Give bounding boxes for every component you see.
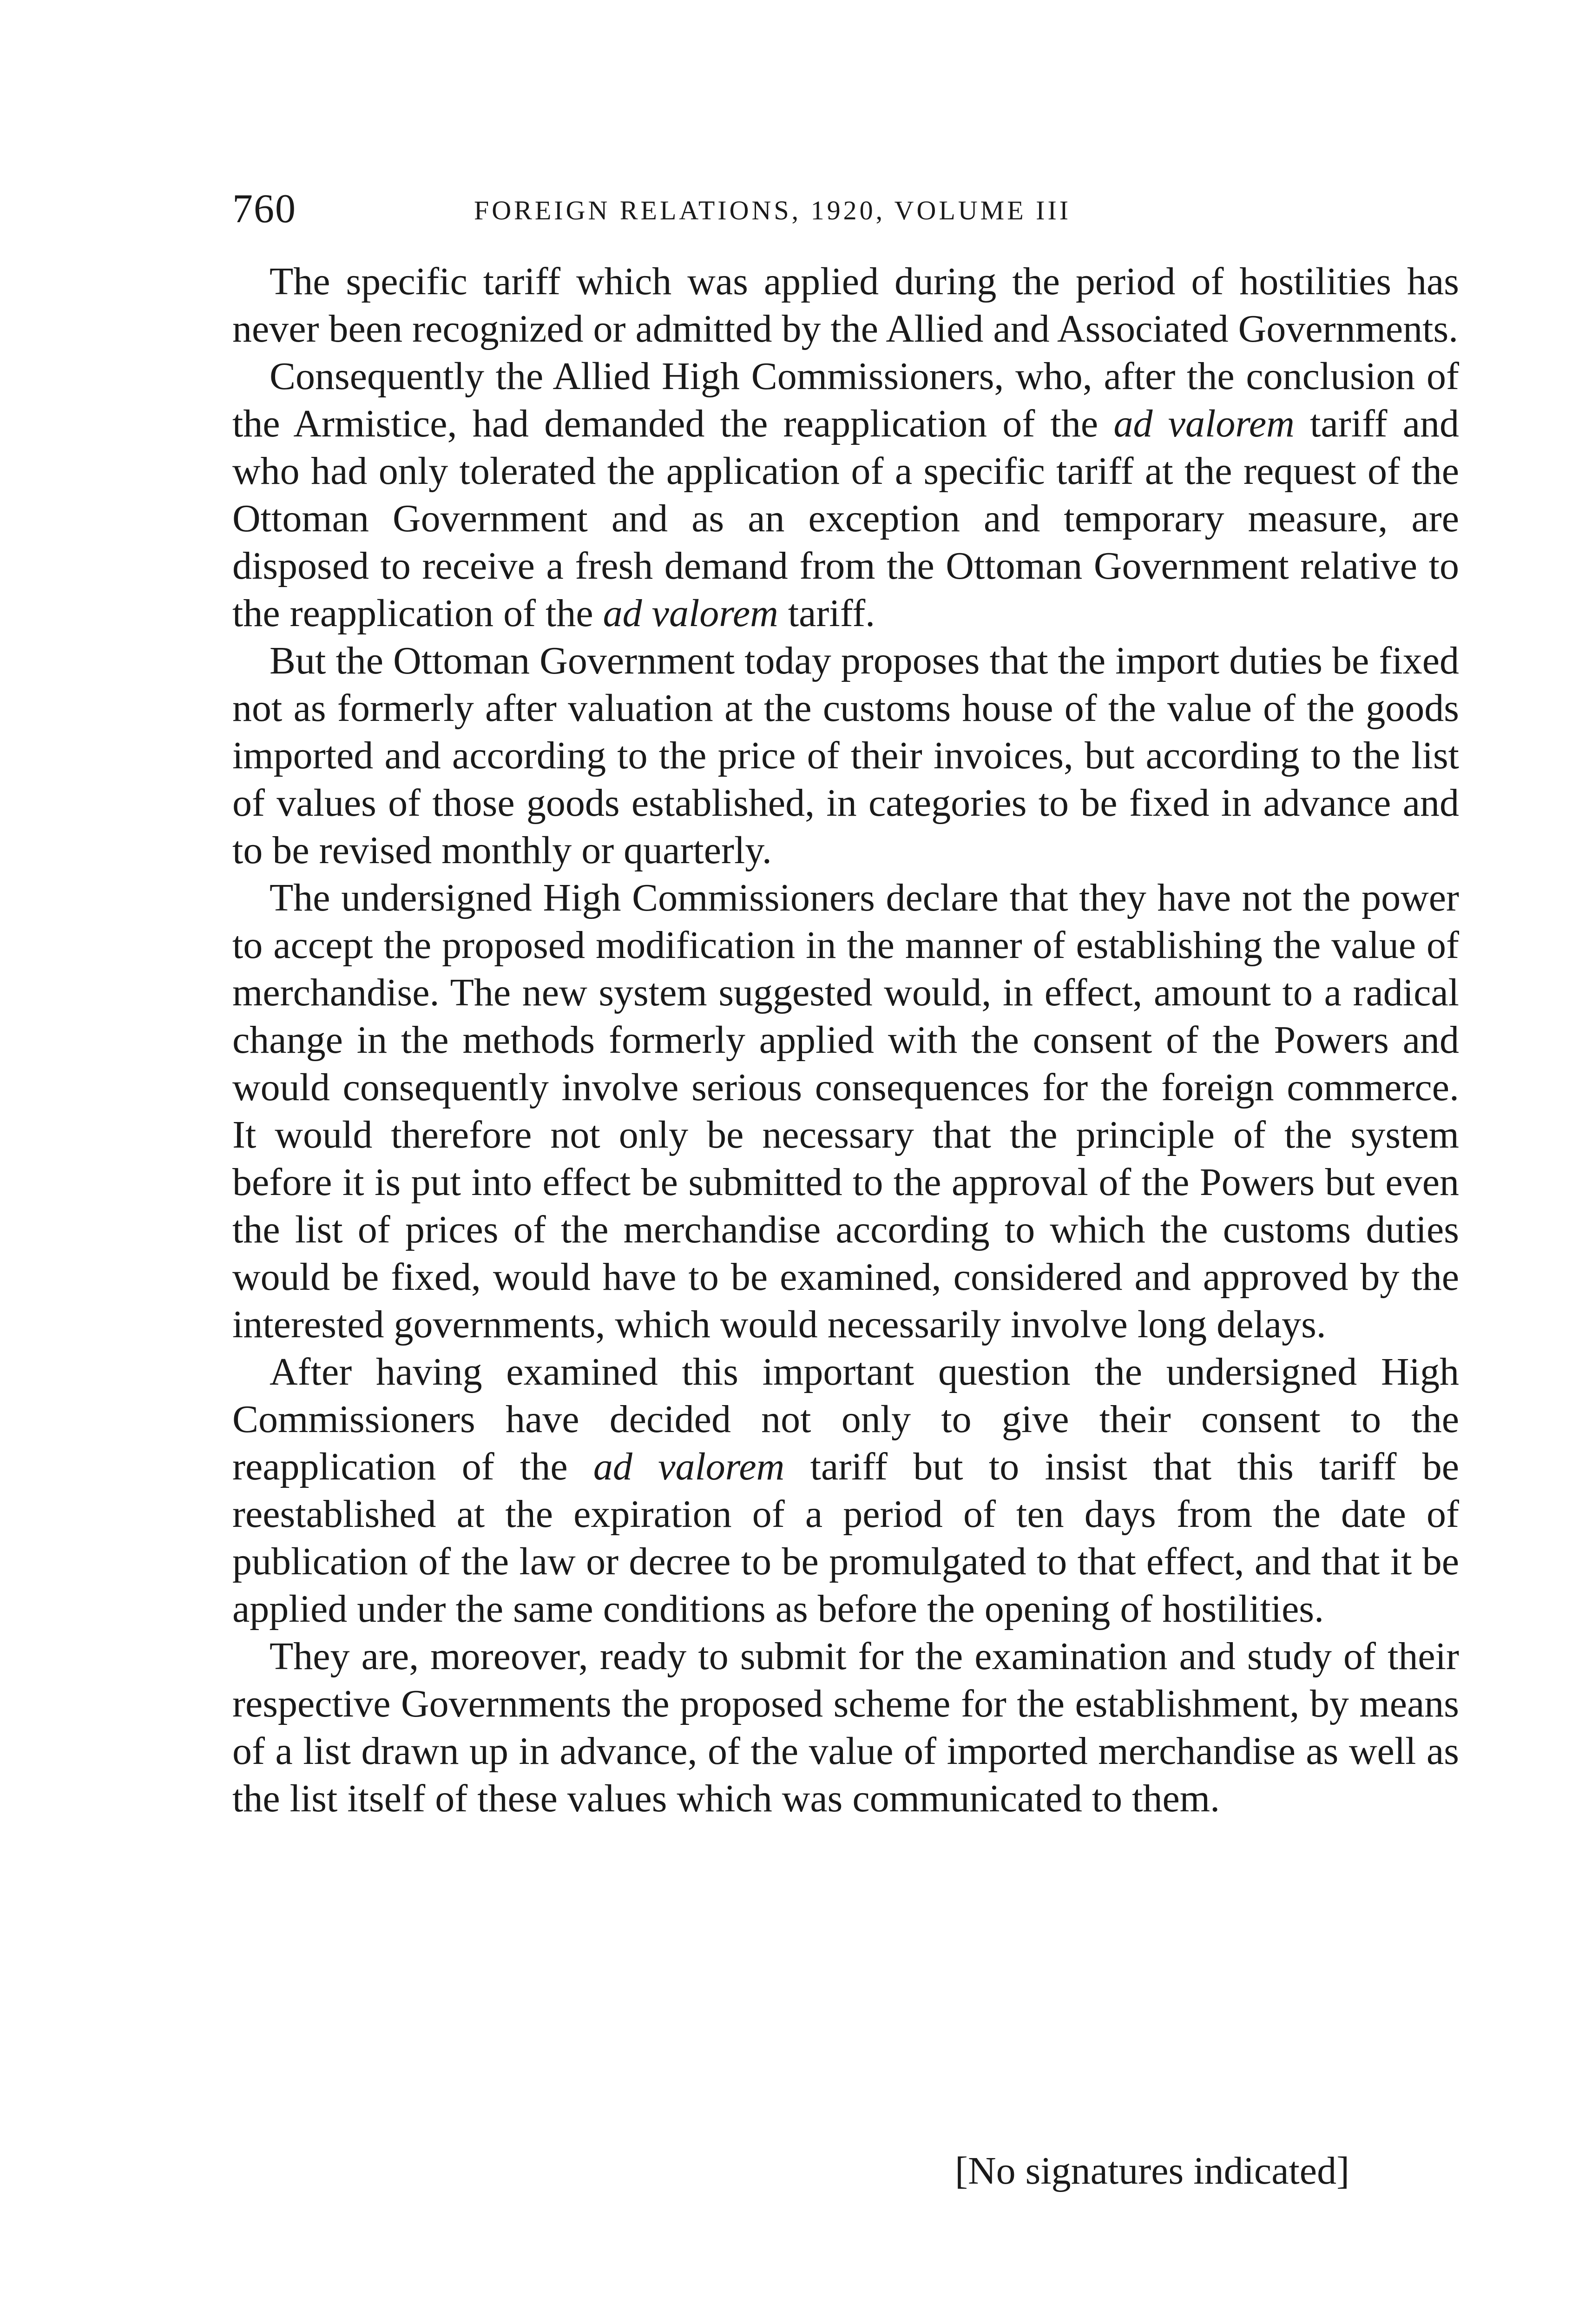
- running-head-title: FOREIGN RELATIONS, 1920, VOLUME III: [474, 195, 1072, 225]
- signature-note: [No signatures indicated]: [955, 2149, 1350, 2192]
- paragraph-ottoman-proposal: But the Ottoman Government today proposes that the import duties be fixed not as formerly after valuation at the customs house of the value of the goods imported and according to the price of their invoices, but according to the list of values of those goods established, in categories to be fixed in advance and to be revised monthly or quarterly.: [232, 639, 1459, 872]
- paragraph-submission: They are, moreover, ready to submit for the examination and study of their respective Governments the proposed scheme for the establishment, by means of a list drawn up in advance, of the value of imported merchandise as well as the list itself of these values which was communicated to them.: [232, 1635, 1459, 1820]
- text-run: After having examined this important question the undersigned High Commissioners have decided not only to give their consent to the reapplication of the: [232, 1350, 1459, 1488]
- text-run: tariff.: [778, 592, 875, 635]
- text-run: tariff and who had only tolerated the application of a specific tariff at the request of the Ottoman Government and as an exception and temporary measure, are disposed to receive a fresh demand from the Ottoman Government relative to the reapplication of the: [232, 402, 1460, 635]
- paragraph-decision: [232, 1348, 1459, 1633]
- page-number: 760: [232, 186, 296, 231]
- paragraph-specific-tariff: The specific tariff which was applied during the period of hostilities has never been recognized or admitted by the Allied and Associated Governments.: [232, 260, 1459, 350]
- paragraph-commissioners-declaration: The undersigned High Commissioners declare that they have not the power to accept the proposed modification in the manner of establishing the value of merchandise. The new system suggested would, in effect, amount to a radical change in the methods formerly applied with the consent of the Powers and would consequently involve serious consequences for the foreign commerce. It would therefore not only be necessary that the principle of the system before it is put into effect be submitted to the approval of the Powers but even the list of prices of the merchandise according to which the customs duties would be fixed, would have to be examined, considered and approved by the interested governments, which would necessarily involve long delays.: [232, 876, 1459, 1346]
- italic-term: ad valorem: [1113, 402, 1295, 445]
- text-run: tariff but to insist that this tariff be reestablished at the expiration of a period of ten days from the date of publication of the law or decree to be promulgated to that effect, and that it be applied under the same conditions as before the opening of hostilities.: [232, 1445, 1459, 1631]
- italic-term: ad valorem: [593, 1445, 785, 1488]
- text-run: Consequently the Allied High Commissioners, who, after the conclusion of the Armistice, had demanded the reapplication of the: [232, 355, 1459, 445]
- paragraph-allied-commissioners: [232, 353, 1459, 637]
- body-text: [232, 258, 1459, 1822]
- running-head: [232, 184, 1450, 239]
- italic-term: ad valorem: [603, 592, 778, 635]
